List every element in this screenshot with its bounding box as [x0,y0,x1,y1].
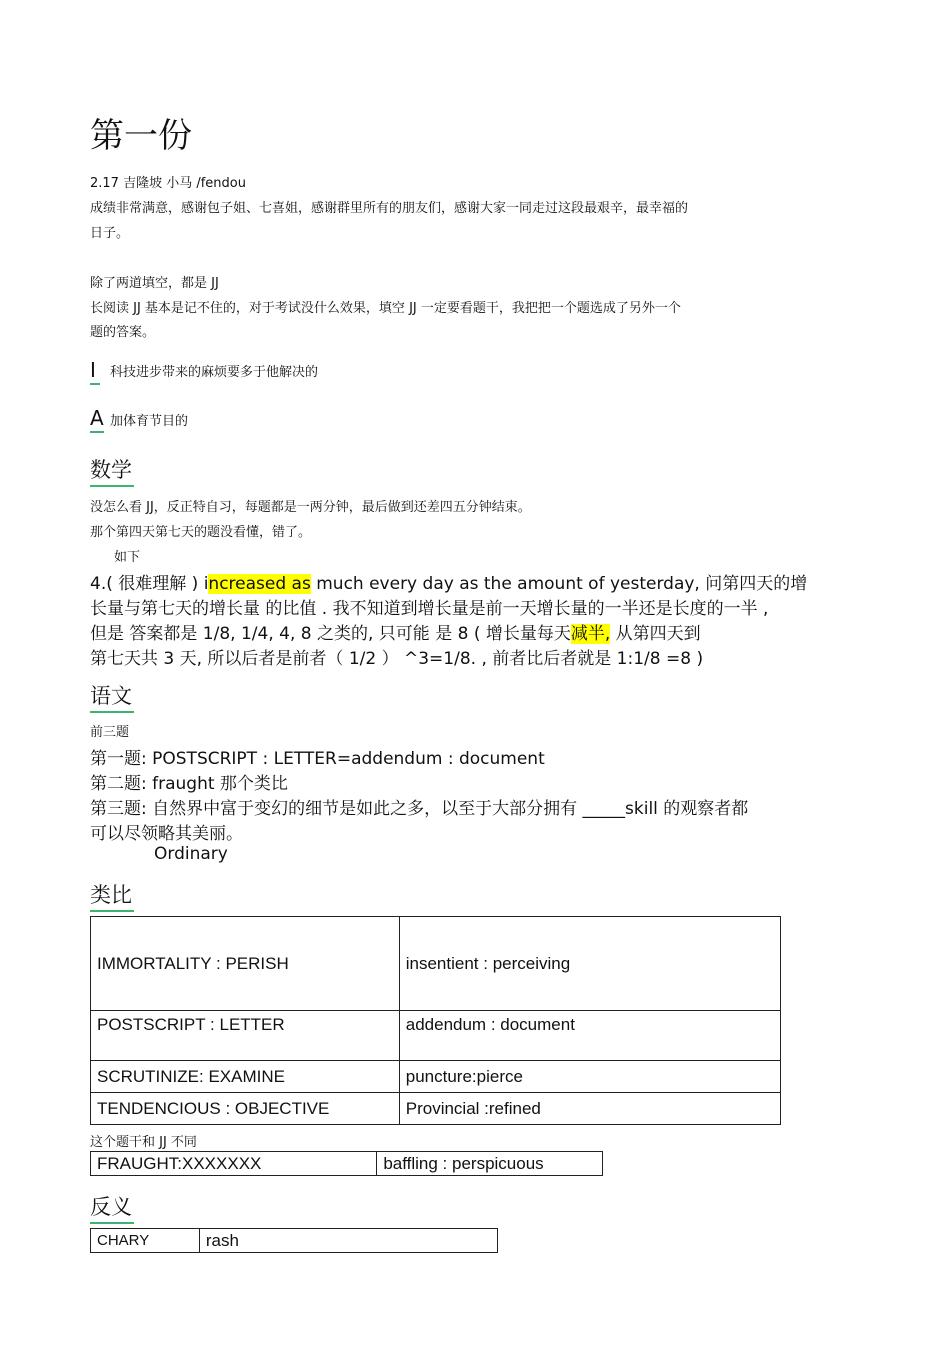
math-heading-underline [90,485,134,487]
table-row [91,917,781,1011]
meta-line: 2.17 吉隆坡 小马 /fendou [90,176,246,191]
table-cell: POSTSCRIPT : LETTER [91,1011,400,1061]
math-q4-highlight-1: ncreased as [208,574,311,594]
verbal-sub: 前三题 [90,725,130,740]
verbal-heading [90,680,134,713]
table-cell: IMMORTALITY : PERISH [91,917,400,1011]
jj-note-line-1: 除了两道填空，都是 JJ [90,276,219,291]
item-a-letter: A [90,406,104,430]
item-i-marker [90,358,100,385]
math-line-3: 如下 [114,550,141,565]
table-row [91,1011,781,1061]
jj-note-line-3: 题的答案。 [90,325,156,340]
table-cell: rash [199,1229,497,1253]
antonym-heading-underline [90,1222,134,1224]
analogy-heading [90,879,134,912]
item-i-underline [90,383,100,385]
antonym-table [90,1228,498,1253]
table-cell: CHARY [91,1229,200,1253]
verbal-heading-text: 语文 [90,684,132,708]
table-cell: addendum : document [399,1011,780,1061]
math-q4-line-1 [90,569,807,594]
analogy-note: 这个题干和 JJ 不同 [90,1135,197,1150]
math-q4-highlight-2: 减半, [570,624,611,644]
table-row [91,1093,781,1125]
verbal-q2: 第二题: fraught 那个类比 [90,774,288,794]
verbal-q1: 第一题: POSTSCRIPT : LETTER=addendum : document [90,749,545,769]
math-q4-line-3 [90,619,701,644]
analogy-extra-table [90,1151,603,1176]
analogy-heading-text: 类比 [90,883,132,907]
verbal-q3-line-1: 第三题: 自然界中富于变幻的细节是如此之多，以至于大部分拥有 _____skill 的观察者都 [90,799,749,819]
math-q4-line-1-a: 4.( 很难理解 ) i [90,574,209,594]
table-cell: TENDENCIOUS : OBJECTIVE [91,1093,400,1125]
table-cell: puncture:pierce [399,1061,780,1093]
table-cell: SCRUTINIZE: EXAMINE [91,1061,400,1093]
table-row [91,1229,498,1253]
math-q4-line-4: 第七天共 3 天, 所以后者是前者（ 1/2 ） ^3=1/8. , 前者比后者就是 1:1/8 =8 ) [90,649,704,669]
table-row [91,1152,603,1176]
math-line-1: 没怎么看 JJ，反正特自习，每题都是一两分钟，最后做到还差四五分钟结束。 [90,500,531,515]
item-a-marker [90,406,104,433]
verbal-q3-answer: Ordinary [154,844,228,864]
math-heading-text: 数学 [90,458,132,482]
jj-note-line-2: 长阅读 JJ 基本是记不住的，对于考试没什么效果，填空 JJ 一定要看题干，我把把一个题选成了另外一个 [90,301,681,316]
table-cell: insentient : perceiving [399,917,780,1011]
item-a-underline [90,431,104,433]
table-row [91,1061,781,1093]
page-title: 第一份 [90,116,192,156]
math-heading [90,454,134,487]
math-line-2: 那个第四天第七天的题没看懂，错了。 [90,525,312,540]
math-q4-line-3-a: 但是 答案都是 1/8, 1/4, 4, 8 之类的, 只可能 是 8 ( 增长量每天 [90,624,571,644]
item-a-text: 加体育节目的 [110,414,189,429]
verbal-heading-underline [90,711,134,713]
analogy-table [90,916,781,1125]
verbal-q3-line-2: 可以尽领略其美丽。 [90,824,243,844]
table-cell: baffling : perspicuous [377,1152,603,1176]
table-cell: Provincial :refined [399,1093,780,1125]
math-q4-line-3-b: 从第四天到 [610,624,701,644]
math-q4-line-2: 长量与第七天的增长量 的比值 . 我不知道到增长量是前一天增长量的一半还是长度的一半 , [90,599,769,619]
math-q4-line-1-b: much every day as the amount of yesterday, 问第四天的增 [310,574,808,594]
antonym-heading [90,1191,134,1224]
intro-line-1: 成绩非常满意，感谢包子姐、七喜姐，感谢群里所有的朋友们，感谢大家一同走过这段最艰辛，最幸福的 [90,201,689,216]
analogy-heading-underline [90,910,134,912]
antonym-heading-text: 反义 [90,1195,132,1219]
item-i-text: 科技进步带来的麻烦要多于他解决的 [110,365,319,380]
intro-line-2: 日子。 [90,226,130,241]
table-cell: FRAUGHT:XXXXXXX [91,1152,377,1176]
item-i-letter: I [90,358,96,382]
